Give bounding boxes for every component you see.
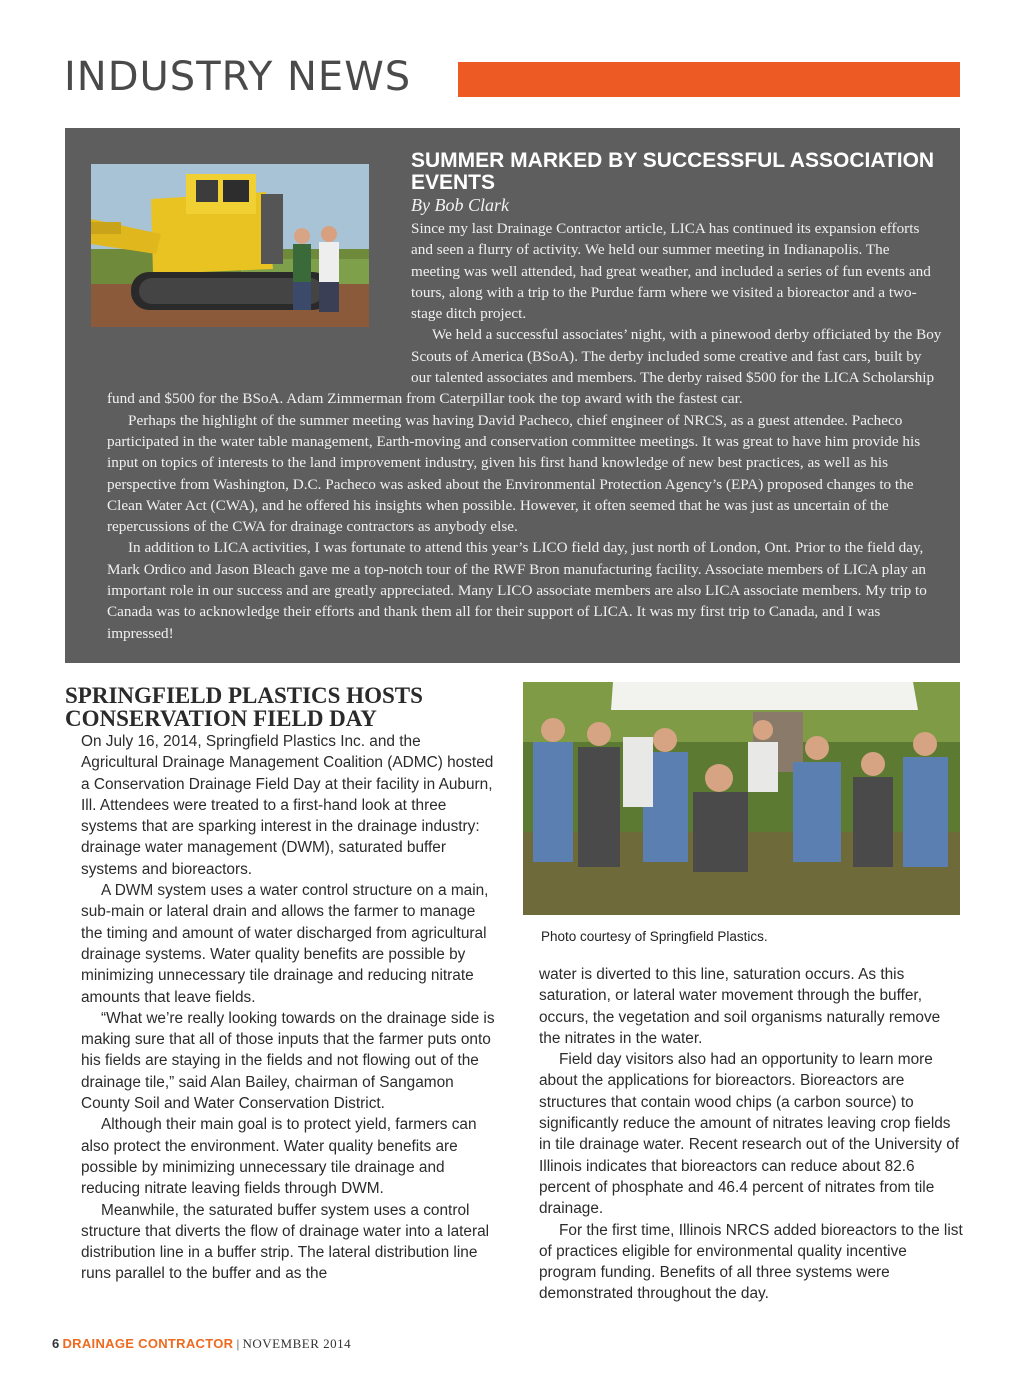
photo-caption: Photo courtesy of Springfield Plastics. [541, 929, 768, 944]
article-paragraph: “What we’re really looking towards on the drainage side is making sure that all of those inputs that the farmer puts onto his fields are staying in the fields and not flowing out of the drainage tile,” said Alan Bailey, chairman of Sangamon County Soil and Water Conservation District. [81, 1009, 495, 1113]
feature-article-box [65, 128, 960, 663]
field-day-photo [523, 682, 960, 915]
feature-paragraph: We held a successful associates’ night, with a pinewood derby officiated by the Boy Scouts of America (BSoA). The derby included some creative and fast cars, built by our talented associates and members. The derby raised $500 for the LICA Scholarship fund and $500 for the BSoA. Adam Zimmerman from Caterpillar took the top award with the fastest car. [107, 326, 942, 408]
article-headline: SPRINGFIELD PLASTICS HOSTS CONSERVATION FIELD DAY [65, 683, 423, 731]
footer-separator: | [236, 1336, 240, 1351]
feature-paragraph: Perhaps the highlight of the summer meeting was having David Pacheco, chief engineer of NRCS, as a guest attendee. Pacheco participated in the water table management, Earth-moving and conservation committee meetings. It was great to have him provide his input on topics of interests to the land improvement industry, given his first hand knowledge of new best practices, as well as his perspective from Washington, D.C. Pacheco was asked about the Environmental Protection Agency’s (EPA) proposed changes to the Clean Water Act (CWA), and he offered his insights when possible. However, it often seemed that he was just as uncertain of the repercussions of the CWA for drainage contractors as anybody else. [107, 411, 921, 536]
article-paragraph: A DWM system uses a water control structure on a main, sub-main or lateral drain and allows the farmer to manage the timing and amount of water discharged from agricultural drainage systems. Water quality benefits are possible by minimizing unnecessary tile drainage and reducing nitrate amounts that leave fields. [81, 882, 489, 1006]
article-paragraph: On July 16, 2014, Springfield Plastics Inc. and the Agricultural Drainage Management Coalition (ADMC) hosted a Conservation Drainage Field Day at their facility in Auburn, Ill. Attendees were treated to a first-hand look at three systems that are sparking interest in the drainage industry: drainage water management (DWM), saturated buffer systems and bioreactors. [81, 733, 494, 878]
article-column-left [81, 731, 501, 1285]
feature-paragraph: In addition to LICA activities, I was fortunate to attend this year’s LICO field day, just north of London, Ont. Prior to the field day, Mark Ordico and Jason Bleach gave me a top-notch tour of the RWF Bron manufacturing facility. Associate members of LICA play an important role in our success and are greatly appreciated. Many LICO associate members are also LICA associate members. My trip to Canada was to acknowledge their efforts and thank them all for their support of LICA. It was my first trip to Canada, and I was impressed! [107, 539, 927, 642]
byline: By Bob Clark [411, 195, 509, 215]
article-paragraph: Meanwhile, the saturated buffer system uses a control structure that diverts the flow of drainage water into a lateral distribution line in a buffer strip. The lateral distribution line runs parallel to the buffer and as the [81, 1201, 490, 1283]
article-paragraph: Field day visitors also had an opportunity to learn more about the applications for bioreactors. Bioreactors are structures that contain wood chips (a carbon source) to significantly reduce the amount of nitrates leaving crop fields in tile drainage water. Recent research out of the University of Illinois indicates that bioreactors can reduce about 82.6 percent of phosphate and 46.4 percent of nitrates from tile drainage. [539, 1051, 960, 1218]
article-paragraph: Although their main goal is to protect yield, farmers can also protect the environment. Water quality benefits are possible by minimizing unnecessary tile drainage and reducing nitrate leaving fields through DWM. [81, 1116, 477, 1198]
section-title: INDUSTRY NEWS [64, 54, 412, 100]
page-footer [52, 1336, 351, 1352]
page-number: 6 [52, 1336, 60, 1351]
issue-date: NOVEMBER 2014 [242, 1336, 352, 1351]
article-paragraph: For the first time, Illinois NRCS added bioreactors to the list of practices eligible for environmental quality incentive program funding. Benefits of all three systems were demonstrated throughout the day. [539, 1221, 963, 1303]
article-paragraph: water is diverted to this line, saturation occurs. As this saturation, or lateral water movement through the buffer, occurs, the vegetation and soil organisms naturally remove the nitrates in the water. [539, 966, 941, 1047]
article-column-right [539, 964, 964, 1305]
feature-headline: SUMMER MARKED BY SUCCESSFUL ASSOCIATION EVENTS [411, 149, 935, 194]
magazine-name: DRAINAGE CONTRACTOR [62, 1336, 234, 1351]
feature-body [107, 218, 942, 644]
title-accent-bar [458, 62, 960, 97]
feature-paragraph: Since my last Drainage Contractor article, LICA has continued its expansion efforts and seen a flurry of activity. We held our summer meeting in Indianapolis. The meeting was well attended, had great weather, and included a series of fun events and tours, along with a trip to the Purdue farm where we visited a bioreactor and a two-stage ditch project. [411, 220, 931, 323]
